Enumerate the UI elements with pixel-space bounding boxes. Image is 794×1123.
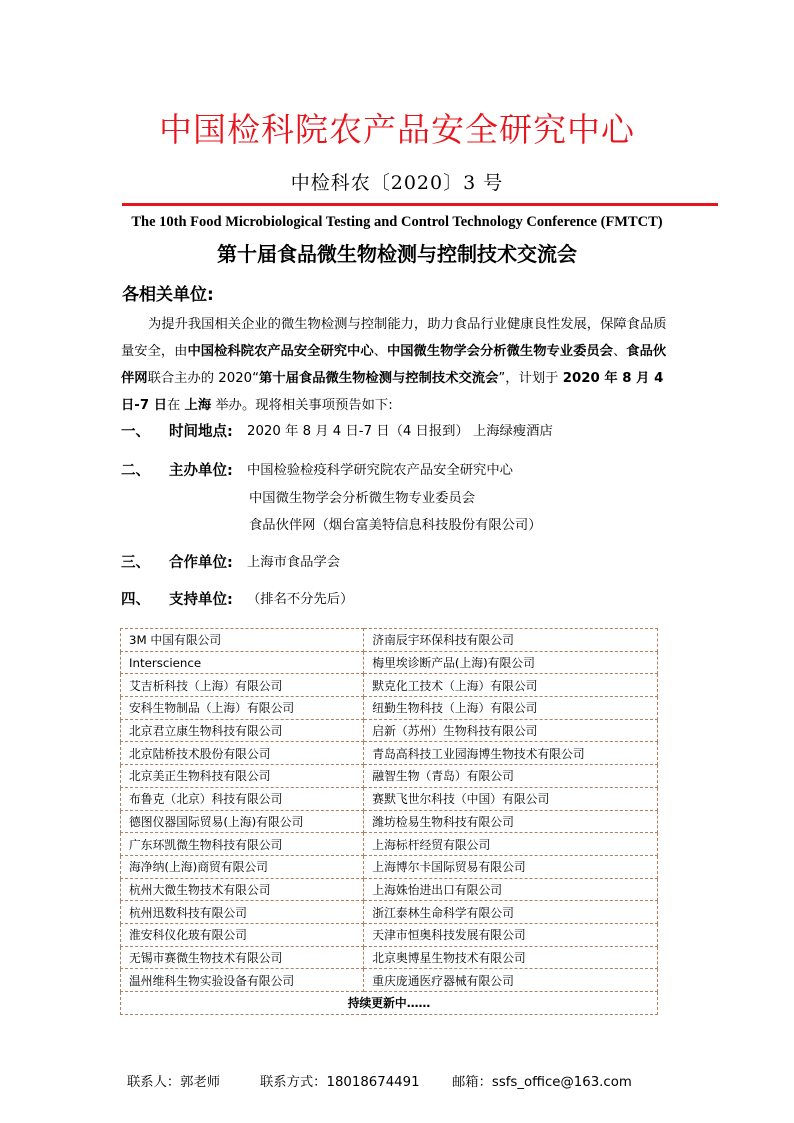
table-row: [121, 901, 658, 924]
intro-text: 为提升我国相关企业的微生物检测与控制能力，助力食品行业健康良性发展，保障食品质量安全，由: [121, 317, 667, 359]
table-row: [121, 742, 658, 765]
organizer-line: 中国微生物学会分析微生物专业委员会: [249, 491, 476, 506]
item-value: 上海市食品学会: [247, 555, 341, 570]
intro-paragraph: [121, 311, 673, 419]
table-row: [121, 878, 658, 901]
sponsor-cell: 淮安科仪化玻有限公司: [121, 923, 364, 946]
sponsor-cell: 融智生物（青岛）有限公司: [364, 765, 658, 788]
sponsor-cell: 北京奥博星生物技术有限公司: [364, 946, 658, 969]
table-row: [121, 855, 658, 878]
table-row: [121, 969, 658, 992]
intro-text: 在: [167, 398, 185, 413]
contact-person: 联系人：郭老师: [127, 1075, 221, 1090]
sponsor-cell: 温州维科生物实验设备有限公司: [121, 969, 364, 992]
item-number: 四、: [121, 592, 150, 608]
item-value: （排名不分先后）: [247, 592, 354, 607]
sponsor-cell: 启新（苏州）生物科技有限公司: [364, 719, 658, 742]
organizer-line: 食品伙伴网（烟台富美特信息科技股份有限公司）: [249, 518, 542, 533]
sponsor-cell: 杭州迅数科技有限公司: [121, 901, 364, 924]
sponsor-cell: Interscience: [121, 651, 364, 674]
sponsor-cell: 浙江泰林生命科学有限公司: [364, 901, 658, 924]
table-row: [121, 833, 658, 856]
table-row: [121, 629, 658, 652]
table-row: [121, 697, 658, 720]
sponsor-cell: 赛默飞世尔科技（中国）有限公司: [364, 787, 658, 810]
item-value: 2020 年 8 月 4 日-7 日（4 日报到） 上海绿瘦酒店: [247, 424, 553, 439]
item-label: 合作单位:: [169, 555, 233, 571]
sponsor-cell: 上海博尔卡国际贸易有限公司: [364, 855, 658, 878]
table-row: [121, 674, 658, 697]
sponsor-cell: 潍坊检易生物科技有限公司: [364, 810, 658, 833]
sponsor-cell: 3M 中国有限公司: [121, 629, 364, 652]
sponsor-cell: 上海姝怡进出口有限公司: [364, 878, 658, 901]
sponsor-cell: 梅里埃诊断产品(上海)有限公司: [364, 651, 658, 674]
intro-text: 举办。现将相关事项预告如下:: [211, 398, 393, 413]
intro-text: 、: [612, 344, 627, 359]
sponsor-table: [120, 628, 658, 1015]
sponsor-cell: 北京陆桥技术股份有限公司: [121, 742, 364, 765]
intro-text-bold: 中国微生物学会分析微生物专业委员会: [386, 344, 613, 359]
sponsor-cell: 艾吉析科技（上海）有限公司: [121, 674, 364, 697]
sponsor-cell: 德图仪器国际贸易(上海)有限公司: [121, 810, 364, 833]
intro-text: ”，计划于: [498, 371, 563, 386]
intro-text-bold: 2020 年 8 月 4 日-7 日: [121, 371, 664, 413]
item-label: 时间地点:: [169, 424, 233, 440]
sponsor-cell: 重庆庞通医疗器械有限公司: [364, 969, 658, 992]
item-number: 一、: [121, 424, 150, 440]
organization-title: 中国检科院农产品安全研究中心: [159, 110, 635, 149]
sponsor-cell: 青岛高科技工业园海博生物技术有限公司: [364, 742, 658, 765]
table-row: [121, 946, 658, 969]
table-row: [121, 810, 658, 833]
salutation: 各相关单位:: [122, 285, 214, 305]
sponsor-cell: 北京美正生物科技有限公司: [121, 765, 364, 788]
conference-title-en: The 10th Food Microbiological Testing and Control Technology Conference (FMTCT): [131, 214, 663, 230]
contact-phone: 联系方式：18018674491: [260, 1075, 420, 1090]
sponsor-cell: 安科生物制品（上海）有限公司: [121, 697, 364, 720]
item-label: 支持单位:: [169, 592, 233, 608]
sponsor-cell: 布鲁克（北京）科技有限公司: [121, 787, 364, 810]
sponsor-cell: 纽勤生物科技（上海）有限公司: [364, 697, 658, 720]
sponsor-cell: 无锡市赛微生物技术有限公司: [121, 946, 364, 969]
item-number: 二、: [121, 463, 150, 479]
sponsors-footer-note: 持续更新中……: [121, 992, 658, 1015]
table-row: [121, 923, 658, 946]
sponsor-cell: 天津市恒奥科技发展有限公司: [364, 923, 658, 946]
item-label: 主办单位:: [169, 463, 233, 479]
contact-email: 邮箱：ssfs_office@163.com: [452, 1075, 632, 1090]
intro-text: 、: [373, 344, 387, 359]
sponsor-cell: 海净纳(上海)商贸有限公司: [121, 855, 364, 878]
conference-title-cn: 第十届食品微生物检测与控制技术交流会: [217, 242, 577, 266]
sponsor-cell: 默克化工技术（上海）有限公司: [364, 674, 658, 697]
table-row: [121, 765, 658, 788]
sponsor-cell: 北京君立康生物科技有限公司: [121, 719, 364, 742]
item-value: 中国检验检疫科学研究院农产品安全研究中心: [247, 463, 513, 478]
table-footer-row: [121, 992, 658, 1015]
intro-text-bold: 食品伙伴网: [121, 344, 667, 386]
table-row: [121, 651, 658, 674]
red-divider: [122, 203, 718, 206]
sponsor-cell: 济南辰宇环保科技有限公司: [364, 629, 658, 652]
sponsor-cell: 广东环凯微生物科技有限公司: [121, 833, 364, 856]
intro-text-bold: 第十届食品微生物检测与控制技术交流会: [259, 371, 499, 386]
sponsor-cell: 杭州大微生物技术有限公司: [121, 878, 364, 901]
document-number: 中检科农〔2020〕3 号: [290, 172, 504, 194]
intro-text: 联合主办的 2020“: [147, 371, 260, 386]
intro-text-bold: 上海: [184, 398, 212, 413]
table-row: [121, 787, 658, 810]
sponsor-cell: 上海标杆经贸有限公司: [364, 833, 658, 856]
intro-text-bold: 中国检科院农产品安全研究中心: [187, 344, 374, 359]
item-number: 三、: [121, 555, 150, 571]
table-row: [121, 719, 658, 742]
